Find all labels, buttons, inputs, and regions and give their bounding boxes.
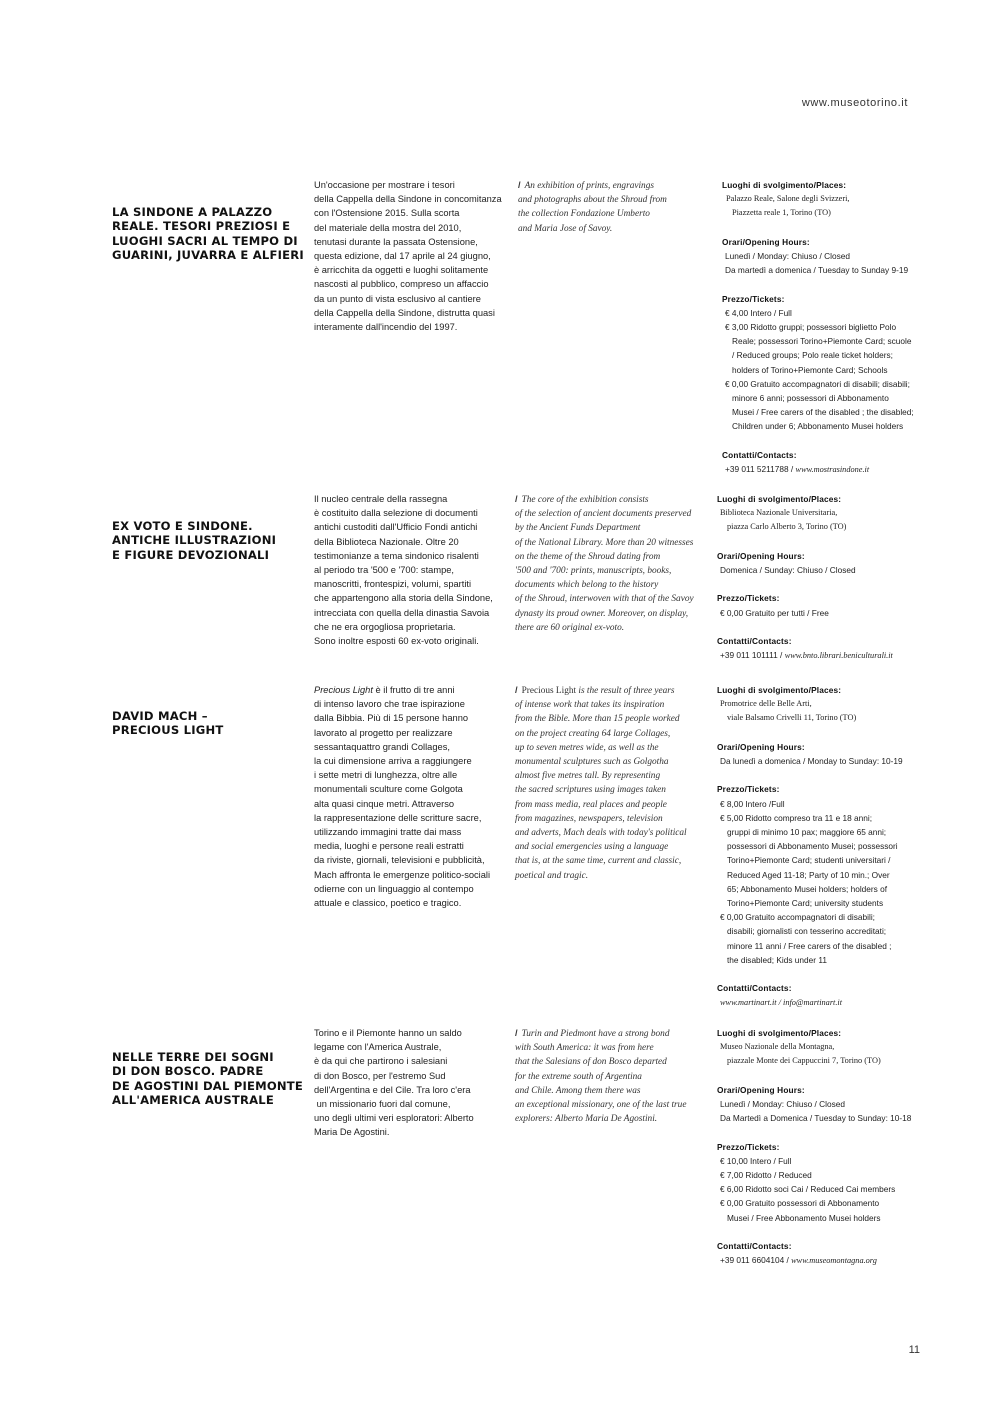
hours-label: Orari/Opening Hours:: [717, 550, 805, 561]
page-number: 11: [908, 1344, 920, 1356]
en-line: poetical and tragic.: [515, 870, 589, 881]
it-line: da un punto di vista esclusivo al cantiere: [314, 293, 481, 304]
it-line-text: è il frutto di tre anni: [372, 685, 455, 695]
visitor-info: [717, 683, 942, 1011]
it-line: che ne era orgogliosa proprietaria.: [314, 621, 456, 632]
it-line: con l'Ostensione 2015. Sulla scorta: [314, 208, 460, 219]
italian-description: [314, 1026, 514, 1140]
exhibition-title: [112, 1050, 304, 1108]
english-description: [518, 178, 708, 236]
places-label: Luoghi di svolgimento/Places:: [722, 180, 847, 190]
exhibition-title: [112, 205, 304, 263]
it-line: Torino e il Piemonte hanno un saldo: [314, 1028, 462, 1038]
hours-line: Lunedì / Monday: Chiuso / Closed: [725, 251, 850, 261]
ticket-line: 65; Abbonamento Musei holders; holders of: [727, 883, 888, 894]
en-title-upright: Precious Light: [521, 686, 577, 696]
it-line: la rappresentazione delle scritture sacre,: [314, 812, 482, 823]
it-line: della Biblioteca Nazionale. Oltre 20: [314, 536, 459, 547]
en-line: the sacred scriptures using images taken: [515, 785, 666, 796]
en-line-text: The core of the exhibition consists: [521, 495, 649, 505]
en-line: from the Bible. More than 15 people worked: [515, 714, 680, 725]
ticket-line: Torino+Piemonte Card; university students: [727, 898, 884, 909]
en-line: of intense work that takes its inspiration: [515, 700, 665, 711]
ticket-line: Reduced Aged 11-18; Party of 10 min.; Over: [727, 869, 890, 880]
it-line: da riviste, giornali, televisioni e pubblicità,: [314, 855, 485, 866]
ticket-line: € 0,00 Gratuito accompagnatori di disabili;: [720, 912, 875, 923]
en-line: documents which belong to the history: [515, 580, 659, 591]
contact-phone[interactable]: +39 011 5211788 /: [725, 464, 794, 475]
en-line: that the Salesians of don Bosco departed: [515, 1057, 667, 1068]
it-line: tenutasi durante la passata Ostensione,: [314, 236, 478, 247]
header-url[interactable]: www.museotorino.it: [801, 97, 908, 109]
it-line: è da qui che partirono i salesiani: [314, 1056, 448, 1067]
contact-line: [717, 1253, 942, 1268]
en-line: almost five metres tall. By representing: [515, 771, 661, 782]
ticket-line: € 8,00 Intero /Full: [720, 798, 785, 809]
en-line: and social emergencies using a language: [515, 842, 669, 853]
it-title-emphasis: Precious Light: [314, 685, 373, 695]
en-line-text: Turin and Piedmont have a strong bond: [521, 1029, 670, 1039]
ticket-line: € 5,00 Ridotto compreso tra 11 e 18 anni;: [720, 812, 873, 823]
contact-website-link[interactable]: www.mostrasindone.it: [795, 465, 870, 475]
it-line: della Cappella della Sindone, distrutta quasi: [314, 307, 495, 318]
en-line: [515, 683, 705, 698]
it-line: Il nucleo centrale della rassegna: [314, 494, 448, 504]
ticket-line: Reale; possessori Torino+Piemonte Card; scuole: [732, 336, 912, 347]
it-line: nascosti al pubblico, compreso un affaccio: [314, 279, 489, 290]
en-line: that is, at the same time, current and classic,: [515, 856, 682, 867]
ticket-line: € 3,00 Ridotto gruppi; possessori biglietto Polo: [725, 322, 897, 332]
title-line: DAVID MACH –: [112, 709, 208, 723]
it-line: odierne con un linguaggio al contempo: [314, 883, 474, 894]
contact-website-link[interactable]: www.museomontagna.org: [791, 1256, 877, 1266]
en-line: on the project creating 64 large Collages,: [515, 728, 671, 739]
title-line: DE AGOSTINI DAL PIEMONTE: [112, 1078, 304, 1093]
it-line: lavorato al progetto per realizzare: [314, 727, 453, 738]
hours-line: Domenica / Sunday: Chiuso / Closed: [720, 565, 856, 575]
contact-phone[interactable]: +39 011 6604104 /: [720, 1255, 789, 1266]
it-line: interamente dall'incendio del 1997.: [314, 322, 458, 333]
ticket-line: € 0,00 Gratuito per tutti / Free: [720, 607, 829, 618]
title-line: LUOGHI SACRI AL TEMPO DI: [112, 233, 298, 248]
places-line: piazza Carlo Alberto 3, Torino (TO): [727, 522, 847, 532]
it-line: di intenso lavoro che trae ispirazione: [314, 699, 465, 710]
en-line: on the theme of the Shroud dating from: [515, 551, 661, 562]
places-label: Luoghi di svolgimento/Places:: [717, 685, 842, 695]
ticket-line: € 7,00 Ridotto / Reduced: [720, 1170, 812, 1180]
english-description: [515, 1026, 705, 1126]
ticket-line: gruppi di minimo 10 pax; maggiore 65 anni;: [727, 827, 887, 837]
it-line: è arricchita da oggetti e luoghi solitamente: [314, 265, 489, 276]
places-label: Luoghi di svolgimento/Places:: [717, 494, 842, 504]
places-line: piazzale Monte dei Cappuccini 7, Torino (TO): [727, 1056, 881, 1066]
ticket-line: minore 6 anni; possessori di Abbonamento: [732, 393, 889, 404]
it-line: antichi custoditi dall'Ufficio Fondi antichi: [314, 522, 478, 533]
visitor-info: [717, 492, 942, 663]
slash-separator: /: [515, 685, 518, 695]
hours-label: Orari/Opening Hours:: [722, 236, 810, 247]
it-line: Mach affronta le emergenze politico-sociali: [314, 869, 491, 880]
contact-website-link[interactable]: www.bnto.librari.beniculturali.it: [784, 651, 893, 661]
tickets-label: Prezzo/Tickets:: [717, 593, 780, 604]
ticket-line: Musei / Free Abbonamento Musei holders: [727, 1212, 881, 1223]
it-line: Sono inoltre esposti 60 ex-voto originali.: [314, 636, 479, 647]
tickets-label: Prezzo/Tickets:: [717, 1141, 780, 1152]
en-line: and adverts, Mach deals with today's political: [515, 828, 687, 839]
slash-separator: /: [518, 180, 521, 190]
places-line: viale Balsamo Crivelli 11, Torino (TO): [727, 713, 857, 723]
ticket-line: Torino+Piemonte Card; studenti universitari /: [727, 855, 891, 866]
en-line: monumental sculptures such as Golgotha: [515, 757, 669, 768]
ticket-line: possessori di Abbonamento Musei; possessori: [727, 841, 898, 852]
ticket-line: € 6,00 Ridotto soci Cai / Reduced Cai members: [720, 1184, 896, 1195]
hours-label: Orari/Opening Hours:: [717, 741, 805, 752]
places-line: Museo Nazionale della Montagna,: [720, 1042, 835, 1052]
en-line: [518, 178, 708, 193]
it-line: di don Bosco, per l'estremo Sud: [314, 1070, 446, 1081]
ticket-line: € 10,00 Intero / Full: [720, 1155, 792, 1166]
en-line: and Chile. Among them there was: [515, 1085, 641, 1096]
hours-line: Lunedì / Monday: Chiuso / Closed: [720, 1099, 845, 1109]
title-line: NELLE TERRE DEI SOGNI: [112, 1050, 274, 1064]
en-line: an exceptional missionary, one of the last true: [515, 1100, 687, 1111]
title-line: ALL'AMERICA AUSTRALE: [112, 1093, 274, 1108]
title-line: GUARINI, JUVARRA E ALFIERI: [112, 248, 304, 263]
title-line: LA SINDONE A PALAZZO: [112, 205, 273, 219]
en-line: of the National Library. More than 20 witnesses: [515, 537, 694, 548]
en-line: from mass media, real places and people: [515, 799, 667, 810]
hours-line: Da martedì a domenica / Tuesday to Sunday 9-19: [725, 265, 909, 276]
italian-description: [314, 683, 514, 910]
contacts-label: Contatti/Contacts:: [717, 1241, 792, 1251]
places-label: Luoghi di svolgimento/Places:: [717, 1028, 842, 1038]
en-line-text: An exhibition of prints, engravings: [524, 181, 654, 191]
ticket-line: minore 11 anni / Free carers of the disabled ;: [727, 940, 892, 951]
it-line: utilizzando immagini tratte dai mass: [314, 827, 462, 838]
it-line: un missionario fuori dal comune,: [314, 1099, 451, 1110]
en-line: for the extreme south of Argentina: [515, 1071, 642, 1082]
title-line: EX VOTO E SINDONE.: [112, 519, 253, 533]
contact-website-link[interactable]: www.martinart.it / info@martinart.it: [720, 998, 843, 1008]
it-line: attuale e classico, poetico e tragico.: [314, 898, 462, 909]
en-line: by the Ancient Funds Department: [515, 523, 641, 534]
it-line: la cui dimensione arriva a raggiungere: [314, 756, 472, 767]
it-line: questa edizione, dal 17 aprile al 24 giugno,: [314, 251, 491, 262]
it-line: sessantaquattro grandi Collages,: [314, 741, 450, 752]
it-line: media, luoghi e persone reali estratti: [314, 841, 464, 852]
it-line: al periodo tra '500 e '700: stampe,: [314, 565, 454, 576]
en-line: with South America: it was from here: [515, 1043, 654, 1054]
places-line: Promotrice delle Belle Arti,: [720, 699, 812, 709]
visitor-info: [717, 1026, 942, 1268]
english-description: [515, 492, 705, 635]
it-line: legame con l'America Australe,: [314, 1042, 442, 1053]
contact-line: [717, 995, 942, 1010]
contacts-label: Contatti/Contacts:: [722, 449, 797, 460]
ticket-line: € 4,00 Intero / Full: [725, 307, 792, 318]
title-line: PRECIOUS LIGHT: [112, 723, 224, 738]
en-line: of the Shroud, interwoven with that of the Savoy: [515, 594, 694, 605]
title-line: ANTICHE ILLUSTRAZIONI: [112, 533, 277, 548]
places-line: Palazzo Reale, Salone degli Svizzeri,: [726, 194, 850, 204]
tickets-label: Prezzo/Tickets:: [722, 293, 785, 304]
italian-description: [314, 178, 514, 334]
it-line: Un'occasione per mostrare i tesori: [314, 180, 455, 190]
it-line: del materiale della mostra del 2010,: [314, 222, 462, 233]
it-line: della Cappella della Sindone in concomitanza: [314, 194, 502, 205]
it-line: è costituito dalla selezione di documenti: [314, 508, 478, 519]
en-line: [515, 492, 705, 507]
places-line: Piazzetta reale 1, Torino (TO): [732, 208, 831, 218]
english-description: [515, 683, 705, 883]
ticket-line: holders of Torino+Piemonte Card; Schools: [732, 364, 888, 375]
it-line: dell'Argentina e del Cile. Tra loro c'era: [314, 1084, 471, 1095]
it-line: i sette metri di lunghezza, oltre alle: [314, 770, 458, 781]
title-line: DI DON BOSCO. PADRE: [112, 1064, 264, 1079]
it-line: alta quasi cinque metri. Attraverso: [314, 798, 455, 809]
exhibition-title: [112, 519, 304, 562]
en-line: up to seven metres wide, as well as the: [515, 742, 659, 753]
it-line: monumentali sculture come Golgota: [314, 784, 463, 795]
places-line: Biblioteca Nazionale Universitaria,: [720, 508, 838, 518]
ticket-line: € 0,00 Gratuito possessori di Abbonamento: [720, 1198, 880, 1209]
contact-phone[interactable]: +39 011 101111 /: [720, 650, 783, 661]
en-line: explorers: Alberto Maria De Agostini.: [515, 1114, 658, 1125]
hours-label: Orari/Opening Hours:: [717, 1084, 805, 1095]
it-line: intrecciata con quella della dinastia Savoia: [314, 607, 490, 618]
contacts-label: Contatti/Contacts:: [717, 983, 792, 994]
it-line: dalla Bibbia. Più di 15 persone hanno: [314, 713, 469, 724]
hours-line: Da Martedì a Domenica / Tuesday to Sunday: 10-18: [720, 1113, 912, 1124]
en-line-text: is the result of three years: [576, 686, 675, 696]
ticket-line: the disabled; Kids under 11: [727, 954, 827, 965]
en-line: of the selection of ancient documents preserved: [515, 509, 692, 520]
it-line: Maria De Agostini.: [314, 1127, 390, 1138]
en-line: [515, 1026, 705, 1041]
it-line: che appartengono alla storia della Sindone,: [314, 593, 493, 604]
visitor-info: [722, 178, 947, 477]
en-line: dynasty its proud owner. Moreover, on display,: [515, 608, 689, 619]
en-line: there are 60 original ex-voto.: [515, 622, 625, 633]
tickets-label: Prezzo/Tickets:: [717, 784, 780, 795]
it-line: manoscritti, frontespizi, volumi, spartiti: [314, 579, 472, 590]
contact-line: [717, 648, 942, 663]
ticket-line: Children under 6; Abbonamento Musei holders: [732, 421, 904, 432]
en-line: and Maria Jose of Savoy.: [518, 223, 613, 234]
it-line: uno degli ultimi veri esploratori: Alberto: [314, 1113, 474, 1124]
contact-line: [722, 462, 947, 477]
it-line: testimonianze a tema sindonico risalenti: [314, 550, 479, 561]
title-line: E FIGURE DEVOZIONALI: [112, 547, 270, 562]
en-line: '500 and '700: prints, manuscripts, books,: [515, 566, 672, 577]
ticket-line: Musei / Free carers of the disabled ; the disabled;: [732, 407, 914, 418]
ticket-line: / Reduced groups; Polo reale ticket holders;: [732, 350, 893, 361]
slash-separator: /: [515, 1028, 518, 1038]
en-line: the collection Fondazione Umberto: [518, 209, 650, 220]
it-line: [314, 683, 514, 697]
italian-description: [314, 492, 514, 648]
en-line: from magazines, newspapers, television: [515, 813, 663, 824]
ticket-line: € 0,00 Gratuito accompagnatori di disabili; disabili;: [725, 378, 910, 389]
slash-separator: /: [515, 494, 518, 504]
title-line: REALE. TESORI PREZIOSI E: [112, 219, 291, 234]
ticket-line: disabili; giornalisti con tesserino accreditati;: [727, 926, 887, 937]
exhibition-title: [112, 709, 304, 738]
hours-line: Da lunedì a domenica / Monday to Sunday: 10-19: [720, 756, 903, 766]
en-line: and photographs about the Shroud from: [518, 195, 667, 206]
contacts-label: Contatti/Contacts:: [717, 635, 792, 646]
